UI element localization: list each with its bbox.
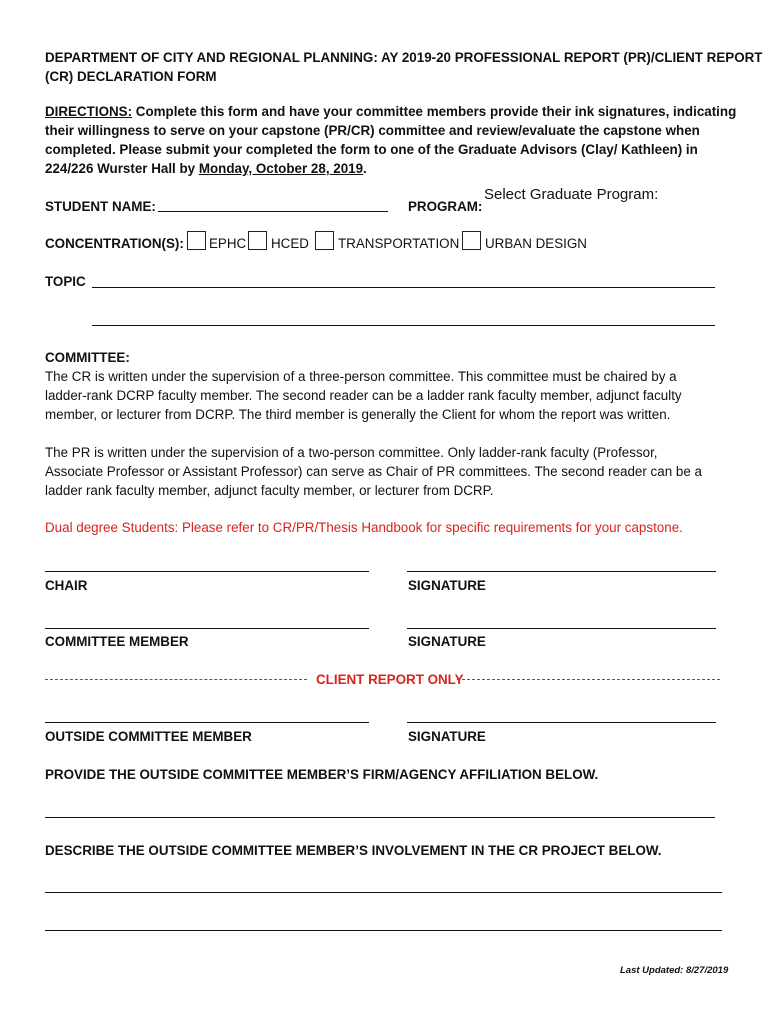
committee-heading: COMMITTEE: [45,350,130,365]
dual-degree-note: Dual degree Students: Please refer to CR/PR/Thesis Handbook for specific requirements for your capstone. [45,520,683,535]
directions-period: . [363,161,367,176]
option-transportation-label: TRANSPORTATION [338,236,460,251]
pr-text-line2: Associate Professor or Assistant Professor) can serve as Chair of PR committees. The second reader can be a [45,464,702,479]
checkbox-urban-design[interactable] [462,231,481,250]
topic-label: TOPIC [45,274,86,289]
topic-field-line1[interactable] [92,287,715,288]
directions-location: 224/226 Wurster Hall by [45,161,199,176]
client-divider-right [457,679,720,680]
topic-field-line2[interactable] [92,325,715,326]
program-select[interactable]: Select Graduate Program: [484,186,659,203]
committee-member-signature-field[interactable] [407,628,716,629]
chair-name-field[interactable] [45,571,369,572]
directions-text-1: Complete this form and have your committee members provide their ink signatures, indicating [132,104,737,119]
committee-member-signature-label: SIGNATURE [408,634,486,649]
pr-text-line3: ladder rank faculty member, adjunct faculty member, or lecturer from DCRP. [45,483,494,498]
concentrations-label: CONCENTRATION(S): [45,236,184,251]
form-title-line1: DEPARTMENT OF CITY AND REGIONAL PLANNING: AY 2019-20 PROFESSIONAL REPORT (PR)/CLIENT REPORT [45,50,763,65]
directions-line3: completed. Please submit your completed the form to one of the Graduate Advisors (Clay/ Kathleen) in [45,142,698,157]
pr-text-line1: The PR is written under the supervision of a two-person committee. Only ladder-rank faculty (Professor, [45,445,658,460]
committee-member-label: COMMITTEE MEMBER [45,634,189,649]
outside-member-name-field[interactable] [45,722,369,723]
program-label: PROGRAM: [408,199,483,214]
involvement-prompt: DESCRIBE THE OUTSIDE COMMITTEE MEMBER’S INVOLVEMENT IN THE CR PROJECT BELOW. [45,843,662,858]
cr-text-line2: ladder-rank DCRP faculty member. The second reader can be a ladder rank faculty member, adjunct faculty [45,388,682,403]
cr-text-line3: member, or lecturer from DCRP. The third member is generally the Client for whom the report was written. [45,407,671,422]
client-report-only-label: CLIENT REPORT ONLY [316,672,464,687]
option-hced-label: HCED [271,236,309,251]
cr-text-line1: The CR is written under the supervision of a three-person committee. This committee must be chaired by a [45,369,677,384]
option-urban-design-label: URBAN DESIGN [485,236,587,251]
checkbox-ephc[interactable] [187,231,206,250]
outside-member-signature-label: SIGNATURE [408,729,486,744]
directions-line4 [45,159,367,178]
last-updated-note: Last Updated: 8/27/2019 [620,965,729,976]
student-name-field[interactable] [158,211,388,212]
deadline-date: Monday, October 28, 2019 [198,161,364,176]
directions-line1 [45,102,736,121]
affiliation-prompt: PROVIDE THE OUTSIDE COMMITTEE MEMBER’S FIRM/AGENCY AFFILIATION BELOW. [45,767,599,782]
option-ephc-label: EPHC [209,236,247,251]
involvement-field-line2[interactable] [45,930,722,931]
checkbox-hced[interactable] [248,231,267,250]
committee-member-name-field[interactable] [45,628,369,629]
student-name-label: STUDENT NAME: [45,199,156,214]
directions-line2: their willingness to serve on your capstone (PR/CR) committee and review/evaluate the capstone when [45,123,700,138]
chair-label: CHAIR [45,578,88,593]
directions-label: DIRECTIONS: [45,104,133,119]
outside-member-signature-field[interactable] [407,722,716,723]
checkbox-transportation[interactable] [315,231,334,250]
chair-signature-label: SIGNATURE [408,578,486,593]
client-divider-left [45,679,307,680]
involvement-field-line1[interactable] [45,892,722,893]
outside-member-label: OUTSIDE COMMITTEE MEMBER [45,729,252,744]
affiliation-field[interactable] [45,817,715,818]
form-title-line2: (CR) DECLARATION FORM [45,69,217,84]
chair-signature-field[interactable] [407,571,716,572]
